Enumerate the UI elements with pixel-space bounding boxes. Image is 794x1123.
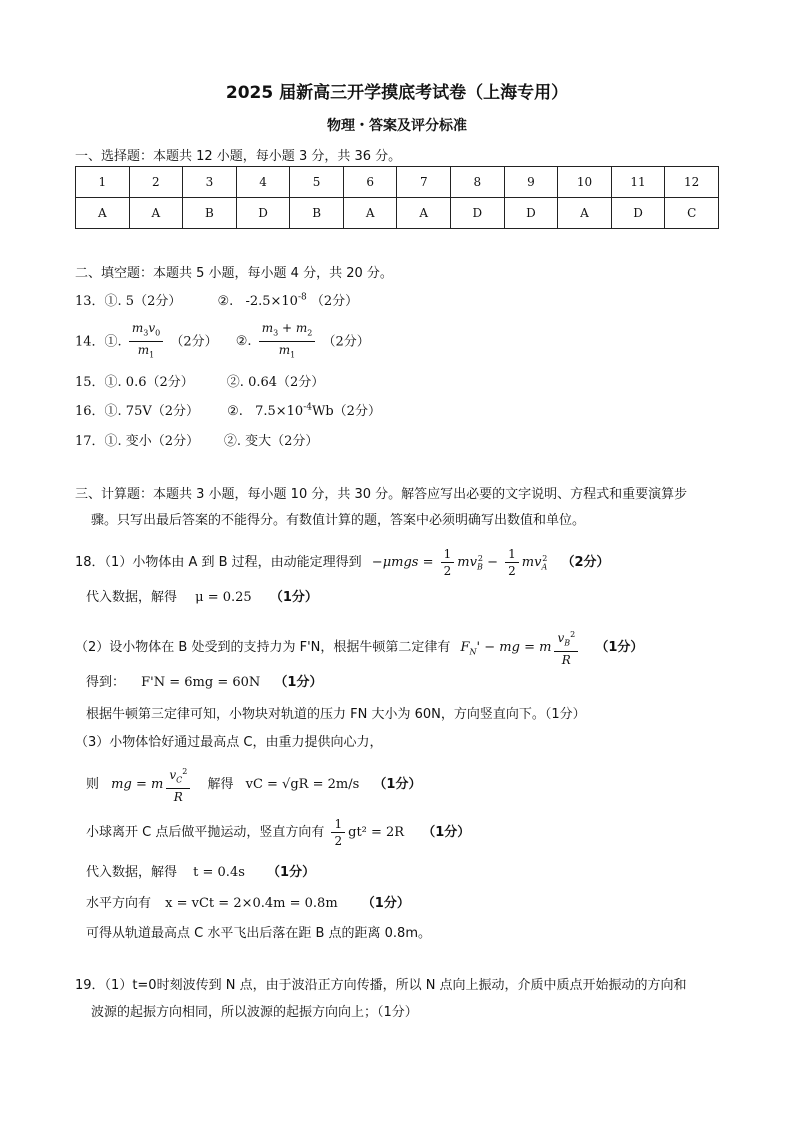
q18-line3-score: （1分）: [595, 640, 644, 656]
question-number-cell: 12: [665, 167, 719, 198]
q18-line8-score: （1分）: [422, 825, 471, 840]
q18-half-fraction: $\frac{1}{2}$: [331, 816, 345, 849]
q13-part2-prefix: ②.: [217, 294, 234, 309]
answer-table-answer-row: [76, 198, 719, 229]
q13-answer: [75, 290, 358, 309]
q18-line2-text: 代入数据，解得: [86, 590, 178, 605]
q16-part2-unit: Wb: [311, 404, 334, 419]
q16-part2-math: 7.5×10: [255, 404, 304, 419]
q16-part1: 16．①. 75V（2分）: [75, 404, 200, 419]
q18-line1-score: （2分）: [561, 555, 610, 570]
q16-answer: [75, 400, 381, 419]
q14-fraction-1: $\frac{m_3v_0}{m_1}$: [129, 320, 163, 364]
q18-line2-math: μ = 0.25: [195, 590, 252, 605]
question-number-cell: 6: [343, 167, 397, 198]
answer-cell: D: [451, 198, 505, 229]
q14-fraction-2: $\frac{m_3 + m_2}{m_1}$: [259, 320, 316, 364]
q18-centripetal-equation: mg = m $\frac{v_C^2}{R}$: [111, 777, 197, 792]
q18-line1-text: 18．（1）小物体由 A 到 B 过程，由动能定理得到: [75, 555, 362, 570]
answer-cell: C: [665, 198, 719, 229]
q15-answer: 15．①. 0.6（2分） ②. 0.64（2分）: [75, 375, 325, 390]
answer-cell: A: [397, 198, 451, 229]
q19-line1: 19．（1）t=0时刻波传到 N 点，由于波沿正方向传播，所以 N 点向上振动，介质中质点开始振动的方向和: [75, 978, 687, 993]
question-number-cell: 7: [397, 167, 451, 198]
answer-cell: B: [290, 198, 344, 229]
q18-line4-text: 得到：: [86, 675, 126, 690]
question-number-cell: 9: [504, 167, 558, 198]
q18-line10: [86, 892, 410, 911]
q13-part2-score: （2分）: [310, 294, 359, 309]
answer-cell: B: [183, 198, 237, 229]
q18-line6: （3）小物体恰好通过最高点 C，由重力提供向心力，: [75, 735, 383, 750]
question-number-cell: 2: [129, 167, 183, 198]
q19-line2: 波源的起振方向相同，所以波源的起振方向向上；（1分）: [91, 1005, 418, 1020]
q14-score-1: （2分）: [170, 334, 218, 350]
q14-score-2: （2分）: [322, 334, 370, 350]
q18-line4-score: （1分）: [274, 675, 323, 690]
q18-line3-text: （2）设小物体在 B 处受到的支持力为 F'N，根据牛顿第二定律有: [75, 640, 451, 656]
answer-cell: A: [76, 198, 130, 229]
q18-line7-mid: 解得: [207, 777, 234, 793]
q14-label: 14．①.: [75, 334, 122, 350]
answer-table-number-row: [76, 167, 719, 198]
q18-line3: [75, 627, 643, 668]
section3-heading-line2: 骤。只写出最后答案的不能得分。有数值计算的题，答案中必须明确写出数值和单位。: [91, 513, 586, 528]
q14-part2-prefix: ②.: [235, 334, 252, 350]
q18-line9-score: （1分）: [267, 865, 316, 880]
q18-line9-math: t = 0.4s: [193, 865, 245, 880]
answer-cell: A: [343, 198, 397, 229]
question-number-cell: 1: [76, 167, 130, 198]
question-number-cell: 10: [558, 167, 612, 198]
q18-line1: [75, 546, 610, 579]
section2-heading: 二、填空题：本题共 5 小题，每小题 4 分，共 20 分。: [75, 266, 393, 281]
q18-line9: [86, 861, 315, 880]
q18-line2-score: （1分）: [269, 590, 318, 605]
page-title: 2025 届新高三开学摸底考试卷（上海专用）: [225, 83, 569, 103]
q18-line9-text: 代入数据，解得: [86, 865, 178, 880]
q18-line4-math: F'N = 6mg = 60N: [141, 675, 261, 690]
section1-heading: 一、选择题：本题共 12 小题，每小题 3 分，共 36 分。: [75, 149, 402, 164]
q18-line4: [86, 671, 322, 690]
q18-line10-text: 水平方向有: [86, 896, 152, 911]
question-number-cell: 5: [290, 167, 344, 198]
question-number-cell: 8: [451, 167, 505, 198]
q18-line10-score: （1分）: [361, 896, 410, 911]
q18-newton-equation: $F_N'$ − mg = m $\frac{v_B^2}{R}$: [461, 640, 586, 655]
q17-answer: 17．①. 变小（2分） ②. 变大（2分）: [75, 434, 319, 449]
answer-cell: A: [558, 198, 612, 229]
question-number-cell: 3: [183, 167, 237, 198]
q18-line7: [86, 764, 421, 805]
q13-part1: 13．①. 5（2分）: [75, 294, 182, 309]
question-number-cell: 4: [236, 167, 290, 198]
q18-line5: 根据牛顿第三定律可知，小物块对轨道的压力 FN 大小为 60N，方向竖直向下。（1分）: [86, 707, 586, 722]
q18-line8-text: 小球离开 C 点后做平抛运动，竖直方向有: [86, 825, 325, 840]
q18-line8: [86, 816, 470, 849]
q18-line2: [86, 586, 318, 605]
q18-line11: 可得从轨道最高点 C 水平飞出后落在距 B 点的距离 0.8m。: [86, 926, 431, 941]
page-subtitle: 物理・答案及评分标准: [327, 118, 467, 134]
q18-line7-prefix: 则: [86, 777, 100, 793]
q18-line10-math: x = vCt = 2×0.4m = 0.8m: [165, 896, 338, 911]
answer-cell: D: [236, 198, 290, 229]
q16-part2-prefix: ②.: [227, 404, 243, 419]
answer-table: [75, 166, 719, 229]
q13-part2-math: -2.5×10: [245, 294, 298, 309]
q16-part2-score: （2分）: [333, 404, 381, 419]
answer-cell: D: [611, 198, 665, 229]
answer-cell: A: [129, 198, 183, 229]
q18-energy-equation: −μmgs = $\frac{1}{2}$ $mv_B^2$ − $\frac{1}{2}$ $mv_A^2$: [371, 547, 548, 578]
q13-part2-exp: -8: [297, 292, 307, 303]
q18-line7-math: vC = √gR = 2m/s: [245, 777, 360, 793]
q16-part2-exp: -4: [303, 402, 312, 413]
q14-answer: [75, 320, 370, 364]
q18-line7-score: （1分）: [373, 777, 422, 793]
section3-heading-line1: 三、计算题：本题共 3 小题，每小题 10 分，共 30 分。解答应写出必要的文字说明、方程式和重要演算步: [75, 487, 688, 502]
answer-cell: D: [504, 198, 558, 229]
question-number-cell: 11: [611, 167, 665, 198]
q18-line8-math: gt² = 2R: [348, 825, 405, 840]
